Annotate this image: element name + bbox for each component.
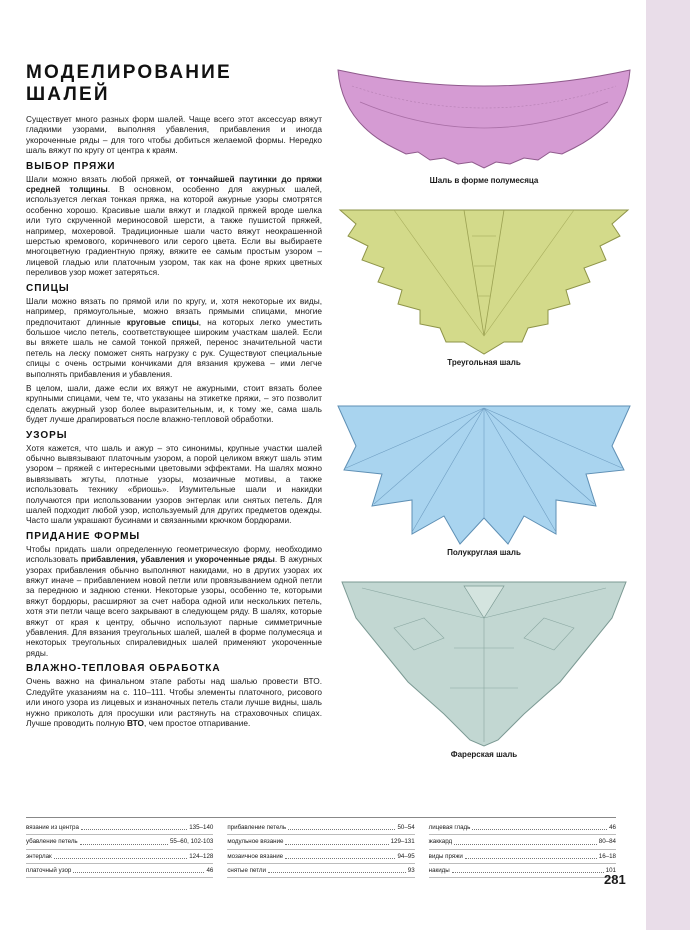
figure-semicircle-shawl — [334, 400, 634, 557]
intro-paragraph: Существует много разных форм шалей. Чаще всего этот аксессуар вяжут гладкими узорами, выполняя убавления, прибавления и иногда укороченные ряды – для того чтобы добиться желаемой формы. Нередко шаль вяжут по кругу от центра к краям. — [26, 114, 322, 156]
index-row: виды пряжи 16–18 — [429, 850, 616, 864]
yarn-paragraph: Шали можно вязать любой пряжей, от тончайшей паутинки до пряжи средней толщины. В основном, особенно для ажурных шалей, используется легкая тонкая пряжа, на которой ажурные узоры смотрятся особенно хорошо. Красивые шали вяжут и гладкой пряжей вроде шелка или туго скрученной мериносовой шерсти, а также пушистой пряжей, например, мохеровой. Традиционные шали часто вяжут неокрашенной шерстью кремового, коричневого или серого цвета. Если вы выбираете многоцветную градиентную пряжу, вяжите ее самым простым узором – лицевой гладью или платочным узором, так как на фоне ярких цветных переливов узор может затеряться. — [26, 173, 322, 278]
caption-triangle: Треугольная шаль — [447, 358, 521, 367]
index-row: модульное вязание 129–131 — [227, 835, 414, 849]
figure-crescent-shawl — [334, 62, 634, 185]
index-row: мозаичное вязание 94–95 — [227, 850, 414, 864]
blocking-paragraph: Очень важно на финальном этапе работы над шалью провести ВТО. Следуйте указаниям на с. 110–111. Чтобы элементы платочного, рисового или иного узора из лицевых и изнаночных петель стали лучше видны, шаль нужно приколоть для просушки или растянуть на страховочных спицах. Лучше проводить полную ВТО, чем простое отпаривание. — [26, 676, 322, 728]
caption-crescent: Шаль в форме полумесяца — [429, 176, 539, 185]
shaping-paragraph: Чтобы придать шали определенную геометрическую форму, необходимо использовать прибавления, убавления и укороченные ряды. В ажурных узорах прибавления обычно выполняют накидами, но в других узорах их вяжут иначе – прибавлением новой петли или провязыванием одной петли за переднюю и заднюю стенки. Некоторые узоры, особенно те, которыми вяжут бордюры, расширяют за счет набора одной или нескольких петель, хотя эти петли чаще всего закрывают в следующем ряду. В шалях, которые вяжут от края к центру, обычно используют парные симметричные убавления. Для вязания треугольных шалей, шалей в форме полумесяца и некоторых треугольных спиралевидных шалей применяют укороченные ряды. — [26, 543, 322, 658]
index-row: накиды 101 — [429, 864, 616, 878]
index-row: убавление петель 55–60, 102-103 — [26, 835, 213, 849]
index-row: энтерлак 124–128 — [26, 850, 213, 864]
index-column-3 — [429, 821, 616, 878]
crescent-shawl-illustration — [334, 62, 634, 174]
caption-faroese: Фарерская шаль — [450, 750, 518, 759]
cross-reference-index — [26, 817, 616, 878]
index-column-2 — [227, 821, 414, 878]
blocking-heading: ВЛАЖНО-ТЕПЛОВАЯ ОБРАБОТКА — [26, 663, 221, 675]
text-column — [26, 62, 322, 732]
index-row: снятые петли 93 — [227, 864, 414, 878]
index-row: платочный узор 46 — [26, 864, 213, 878]
page-number: 281 — [604, 872, 626, 887]
index-row: жаккард 80–84 — [429, 835, 616, 849]
shaping-heading: ПРИДАНИЕ ФОРМЫ — [26, 530, 141, 542]
index-row: лицевая гладь 46 — [429, 821, 616, 835]
needles-paragraph-1: Шали можно вязать по прямой или по кругу, и, хотя некоторые их виды, например, прямоугольные, можно вязать прямыми спицами, многие предпочитают длинные круговые спицы, на которых легко уместить большое число петель, соответствующее широким участкам шалей. Если вы вяжете шаль не самой тонкой пряжей, перенос значительной части петель на леску поможет снять нагрузку с рук. Существуют специальные спицы с очень острыми кончиками для вязания кружева – ими легче выполнять прибавления и убавления. — [26, 295, 322, 379]
index-column-1 — [26, 821, 213, 878]
page-title: МОДЕЛИРОВАНИЕ ШАЛЕЙ — [26, 62, 232, 105]
triangle-shawl-illustration — [334, 206, 634, 356]
patterns-paragraph: Хотя кажется, что шаль и ажур – это синонимы, крупные участки шалей обычно вывязывают платочным узором, а порой целиком вяжут шаль этим узором – пряжей с интересными цветовыми эффектами. На шалях можно вывязывать жгуты, плотные узоры, мозаичные мотивы, а также использовать технику «бриошь». Изумительные шали и накидки получаются при использовании узоров энтерлак или снятых петель. Для шалей подходит любой узор, используемый для других предметов одежды. Часто шали украшают бусинами и связанными крючком бордюрами. — [26, 442, 322, 526]
figure-triangle-shawl — [334, 206, 634, 367]
index-row: прибавление петель 50–54 — [227, 821, 414, 835]
semicircle-shawl-illustration — [334, 400, 634, 546]
caption-semicircle: Полукруглая шаль — [447, 548, 521, 557]
faroese-shawl-illustration — [334, 578, 634, 748]
index-row: вязание из центра 135–140 — [26, 821, 213, 835]
needles-heading: СПИЦЫ — [26, 282, 70, 294]
side-color-band — [646, 0, 690, 930]
needles-paragraph-2: В целом, шали, даже если их вяжут не ажурными, стоит вязать более крупными спицами, чем те, что указаны на этикетке пряжи, – это позволит сделать ажурный узор более выразительным, и, к тому же, сама шаль будет лучше драпироваться после влажно-тепловой обработки. — [26, 382, 322, 425]
yarn-heading: ВЫБОР ПРЯЖИ — [26, 160, 116, 172]
figure-faroese-shawl — [334, 578, 634, 759]
patterns-heading: УЗОРЫ — [26, 429, 68, 441]
